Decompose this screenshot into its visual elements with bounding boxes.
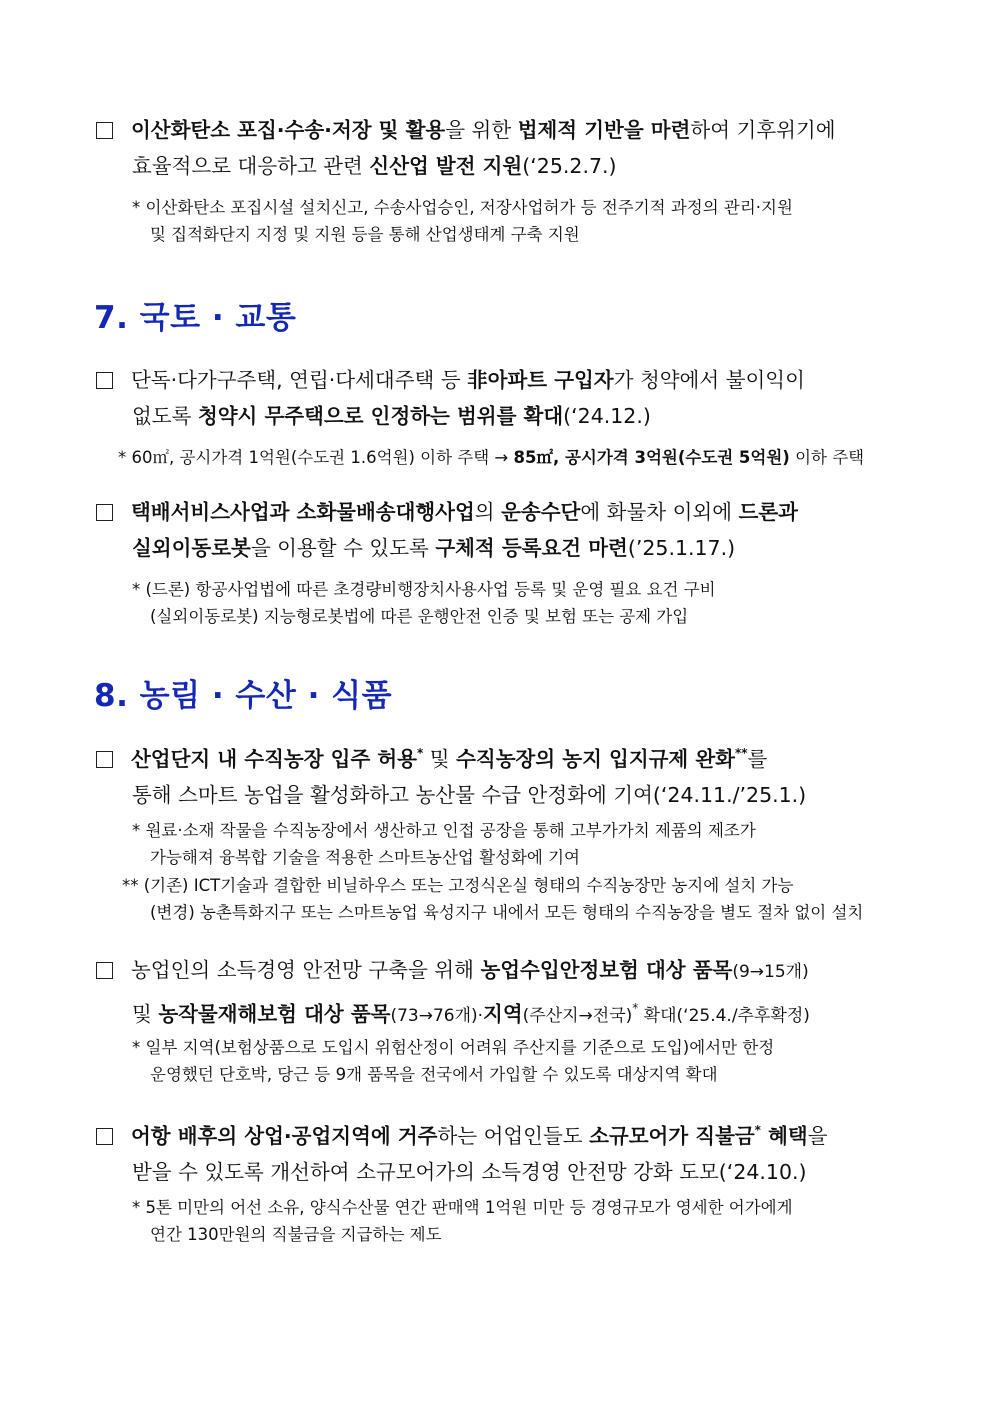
bold-text: 소규모어가 직불금 bbox=[589, 1124, 755, 1148]
date-text: (‘24.12.) bbox=[563, 404, 651, 428]
bold-text: 지역 bbox=[483, 1002, 523, 1026]
footnote: 가능해져 융복합 기술을 적용한 스마트농산업 활성화에 기여 bbox=[150, 848, 580, 867]
checkbox-icon bbox=[96, 122, 113, 139]
footnote: * 원료·소재 작물을 수직농장에서 생산하고 인접 공장을 통해 고부가가치 제품의 제조가 bbox=[132, 821, 756, 840]
item-line: 받을 수 있도록 개선하여 소규모어가의 소득경영 안전망 강화 도모(‘24.10.) bbox=[132, 1160, 807, 1184]
item-line bbox=[96, 990, 900, 1034]
footnote: (실외이동로봇) 지능형로봇법에 따른 운행안전 인증 및 보험 또는 공제 가입 bbox=[150, 607, 689, 626]
footnote: * 일부 지역(보험상품으로 도입시 위험산정이 어려워 주산지를 기준으로 도입)에서만 한정 bbox=[132, 1038, 775, 1057]
bold-text: 실외이동로봇 bbox=[132, 536, 251, 560]
bullet-item-insurance bbox=[96, 952, 900, 1034]
text: 없도록 bbox=[132, 404, 198, 428]
text: 및 bbox=[423, 747, 457, 771]
bullet-item-vertical-farm bbox=[96, 735, 900, 813]
bold-text: 드론과 bbox=[738, 500, 798, 524]
bold-text: 85㎡, 공시가격 3억원(수도권 5억원) bbox=[513, 448, 790, 467]
bold-text: 非아파트 구입자 bbox=[467, 368, 614, 392]
text: 단독·다가구주택, 연립·다세대주택 등 bbox=[131, 368, 468, 392]
bold-text: 어항 배후의 상업·공업지역에 거주 bbox=[131, 1124, 438, 1148]
footnote-mark: * bbox=[417, 746, 424, 760]
bold-text: 청약시 무주택으로 인정하는 범위를 확대 bbox=[197, 404, 564, 428]
footnote: * (드론) 항공사업법에 따른 초경량비행장치사용사업 등록 및 운영 필요 요건 구비 bbox=[132, 580, 716, 599]
footnote bbox=[118, 444, 864, 472]
item-line bbox=[96, 362, 900, 398]
checkbox-icon bbox=[96, 504, 113, 521]
text: 농업인의 소득경영 안전망 구축을 위해 bbox=[131, 958, 481, 982]
bold-text: 농작물재해보험 대상 품목 bbox=[158, 1002, 391, 1026]
text: 을 위한 bbox=[445, 118, 518, 142]
bullet-item-ccus bbox=[96, 112, 900, 184]
footnote-mark: * bbox=[754, 1123, 761, 1137]
date-text: 확대(‘25.4./추후확정) bbox=[638, 1006, 810, 1026]
footnote-mark: ** bbox=[734, 746, 748, 760]
section-heading-7: 7. 국토 · 교통 bbox=[94, 300, 297, 336]
text: (9→15개) bbox=[732, 962, 809, 982]
bold-text: 법제적 기반을 마련 bbox=[517, 118, 691, 142]
text: * 60㎡, 공시가격 1억원(수도권 1.6억원) 이하 주택 → bbox=[118, 448, 514, 467]
text: 효율적으로 대응하고 관련 bbox=[132, 154, 370, 178]
bold-text: 혜택 bbox=[760, 1124, 808, 1148]
item-line bbox=[96, 112, 900, 148]
item-line bbox=[96, 494, 900, 530]
text: 하는 어업인들도 bbox=[437, 1124, 590, 1148]
item-line: 통해 스마트 농업을 활성화하고 농산물 수급 안정화에 기여(‘24.11./’25.1.) bbox=[132, 783, 807, 807]
text: (73→76개)· bbox=[390, 1006, 484, 1026]
bullet-item-delivery bbox=[96, 494, 900, 566]
text: 하여 기후위기에 bbox=[690, 118, 836, 142]
date-text: (’25.1.17.) bbox=[627, 536, 736, 560]
footnote: (변경) 농촌특화지구 또는 스마트농업 육성지구 내에서 모든 형태의 수직농장을 별도 절차 없이 설치 bbox=[150, 903, 864, 922]
bullet-item-housing bbox=[96, 362, 900, 434]
bold-text: 수직농장의 농지 입지규제 완화 bbox=[456, 747, 735, 771]
item-line bbox=[96, 735, 900, 777]
bold-text: 농업수입안정보험 대상 품목 bbox=[480, 958, 733, 982]
text: 에 화물차 이외에 bbox=[580, 500, 739, 524]
item-line bbox=[96, 398, 900, 434]
footnote-mark: * bbox=[632, 1001, 639, 1015]
footnote: * 이산화탄소 포집시설 설치신고, 수송사업승인, 저장사업허가 등 전주기적 과정의 관리·지원 bbox=[132, 198, 793, 217]
text: 을 이용할 수 있도록 bbox=[250, 536, 436, 560]
text: (주산지→전국) bbox=[522, 1006, 633, 1026]
text: 이하 주택 bbox=[789, 448, 865, 467]
bold-text: 산업단지 내 수직농장 입주 허용 bbox=[131, 747, 417, 771]
item-line bbox=[96, 1112, 900, 1154]
text: 을 bbox=[807, 1124, 828, 1148]
item-line bbox=[96, 530, 900, 566]
text: 가 청약에서 불이익이 bbox=[613, 368, 805, 392]
bold-text: 이산화탄소 포집·수송·저장 및 활용 bbox=[131, 118, 446, 142]
footnote: ** (기존) ICT기술과 결합한 비닐하우스 또는 고정식온실 형태의 수직농장만 농지에 설치 가능 bbox=[122, 876, 794, 895]
footnote: 연간 130만원의 직불금을 지급하는 제도 bbox=[150, 1225, 442, 1244]
item-line bbox=[96, 952, 900, 990]
item-line bbox=[96, 148, 900, 184]
section-heading-8: 8. 농림 · 수산 · 식품 bbox=[94, 678, 393, 714]
checkbox-icon bbox=[96, 962, 113, 979]
text: 의 bbox=[474, 500, 502, 524]
date-text: (‘25.2.7.) bbox=[522, 154, 617, 178]
text: 및 bbox=[132, 1002, 159, 1026]
bold-text: 신산업 발전 지원 bbox=[369, 154, 523, 178]
footnote: 운영했던 단호박, 당근 등 9개 품목을 전국에서 가입할 수 있도록 대상지역 확대 bbox=[150, 1065, 718, 1084]
checkbox-icon bbox=[96, 751, 113, 768]
checkbox-icon bbox=[96, 372, 113, 389]
checkbox-icon bbox=[96, 1128, 113, 1145]
footnote: * 5톤 미만의 어선 소유, 양식수산물 연간 판매액 1억원 미만 등 경영규모가 영세한 어가에게 bbox=[132, 1198, 793, 1217]
bullet-item-fishery bbox=[96, 1112, 900, 1190]
footnote: 및 집적화단지 지정 및 지원 등을 통해 산업생태계 구축 지원 bbox=[150, 225, 580, 244]
bold-text: 택배서비스사업과 소화물배송대행사업 bbox=[131, 500, 475, 524]
bold-text: 운송수단 bbox=[501, 500, 581, 524]
bold-text: 구체적 등록요건 마련 bbox=[435, 536, 628, 560]
text: 를 bbox=[747, 747, 768, 771]
